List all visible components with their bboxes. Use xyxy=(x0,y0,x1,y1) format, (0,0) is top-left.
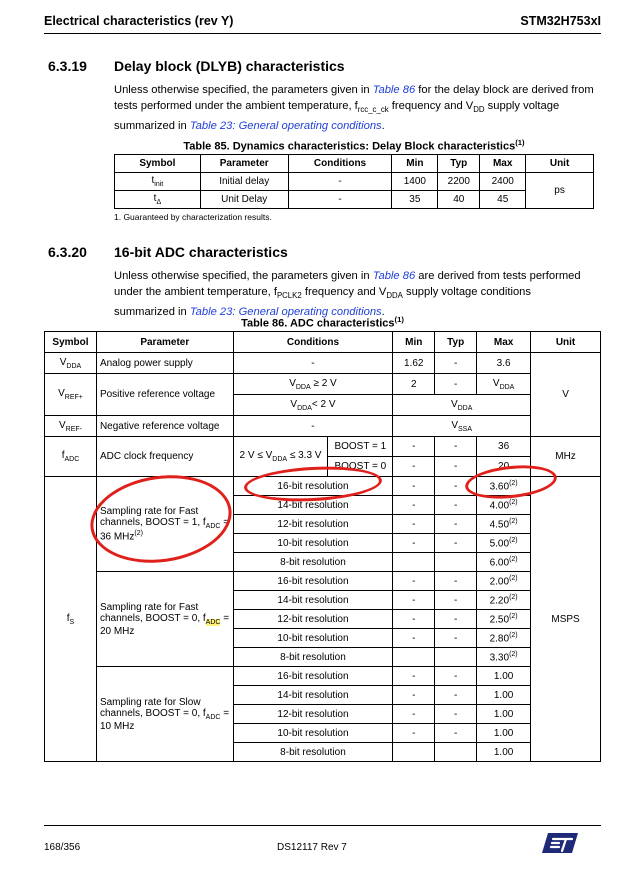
col-header-typ: Typ xyxy=(438,155,480,173)
conditions-cell: 16-bit resolution xyxy=(233,477,393,496)
max-cell: 1.00 xyxy=(477,705,531,724)
st-logo-icon xyxy=(542,831,578,855)
conditions-cell: 10-bit resolution xyxy=(233,629,393,648)
value-cell: $V_{SSA}$ xyxy=(393,416,531,437)
max-cell: 3.6 xyxy=(477,353,531,374)
min-cell: - xyxy=(393,437,435,457)
min-cell: - xyxy=(393,610,435,629)
min-cell: 35 xyxy=(392,191,438,209)
min-cell: - xyxy=(393,572,435,591)
page-number: 168/356 xyxy=(44,842,81,853)
unit-cell: MSPS xyxy=(531,477,601,762)
min-cell: - xyxy=(393,705,435,724)
min-cell: - xyxy=(393,477,435,496)
table-86-link[interactable]: Table 86 xyxy=(372,270,416,282)
parameter-cell: Unit Delay xyxy=(200,191,288,209)
conditions-cell: - xyxy=(233,416,393,437)
conditions-cell: 14-bit resolution xyxy=(233,496,393,515)
col-header-parameter: Parameter xyxy=(96,332,233,353)
conditions-cell: 16-bit resolution xyxy=(233,572,393,591)
max-cell: 1.00 xyxy=(477,743,531,762)
typ-cell: 2200 xyxy=(438,173,480,191)
section-title-delay-block: Delay block (DLYB) characteristics xyxy=(114,58,345,74)
table-85-caption: Table 85. Dynamics characteristics: Delay Block characteristics$^{(1)}$ xyxy=(183,138,525,153)
max-cell: 45 xyxy=(480,191,526,209)
col-header-conditions: Conditions xyxy=(288,155,392,173)
typ-cell: - xyxy=(435,705,477,724)
symbol-cell: $t_\Delta$ xyxy=(115,191,201,209)
table-row xyxy=(45,667,601,686)
unit-cell: MHz xyxy=(531,437,601,477)
conditions-cell: - xyxy=(288,191,392,209)
symbol-cell: $f_{ADC}$ xyxy=(45,437,97,477)
min-cell: - xyxy=(393,629,435,648)
unit-cell: V xyxy=(531,353,601,437)
table-85-footnote: 1. Guaranteed by characterization results. xyxy=(114,212,272,222)
conditions-cell: 12-bit resolution xyxy=(233,515,393,534)
section-intro-paragraph: Unless otherwise specified, the parameters given in Table 86 are derived from tests performed under the ambient temperature, $f_{PCLK2}$ frequency and $V_{DDA}$ supply voltage conditions summarized in Table 23: General operating conditions. xyxy=(114,270,581,319)
table-85 xyxy=(114,154,594,209)
table-row xyxy=(45,572,601,591)
typ-cell: - xyxy=(435,686,477,705)
header-title: Electrical characteristics (rev Y) xyxy=(44,14,234,28)
table-row xyxy=(115,191,594,209)
boost-condition-cell: BOOST = 1 xyxy=(328,437,393,457)
min-cell: - xyxy=(393,534,435,553)
conditions-cell: - xyxy=(288,173,392,191)
max-cell: 36 xyxy=(477,437,531,457)
table-23-link[interactable]: Table 23: General operating conditions xyxy=(189,306,382,319)
document-revision: DS12117 Rev 7 xyxy=(277,842,347,853)
max-cell: 2400 xyxy=(480,173,526,191)
max-cell: 1.00 xyxy=(477,686,531,705)
value-cell: $V_{DDA}$ xyxy=(393,395,531,416)
max-cell: 2.50$^{(2)}$ xyxy=(477,610,531,629)
min-cell: - xyxy=(393,591,435,610)
footer-rule xyxy=(44,825,601,826)
col-header-unit: Unit xyxy=(526,155,594,173)
parameter-cell: Analog power supply xyxy=(96,353,233,374)
min-cell xyxy=(393,553,435,572)
table-23-link[interactable]: Table 23: General operating conditions xyxy=(189,120,382,133)
symbol-cell: $t_{init}$ xyxy=(115,173,201,191)
typ-cell xyxy=(435,743,477,762)
table-row xyxy=(45,353,601,374)
col-header-conditions: Conditions xyxy=(233,332,393,353)
table-row xyxy=(115,173,594,191)
conditions-cell: 12-bit resolution xyxy=(233,705,393,724)
parameter-cell: Sampling rate for Slow channels, BOOST = 0, $f_{ADC} = 10$ MHz xyxy=(96,667,233,762)
max-cell: 5.00$^{(2)}$ xyxy=(477,534,531,553)
typ-cell: 40 xyxy=(438,191,480,209)
conditions-cell: 2 $V \le V_{DDA} \le 3.3$ V xyxy=(233,437,328,477)
typ-cell: - xyxy=(435,457,477,477)
max-cell: 1.00 xyxy=(477,667,531,686)
col-header-min: Min xyxy=(393,332,435,353)
conditions-cell: 10-bit resolution xyxy=(233,724,393,743)
conditions-cell: 14-bit resolution xyxy=(233,591,393,610)
conditions-cell: 8-bit resolution xyxy=(233,553,393,572)
max-cell: 1.00 xyxy=(477,724,531,743)
boost-condition-cell: BOOST = 0 xyxy=(328,457,393,477)
typ-cell: - xyxy=(435,374,477,395)
max-cell: 3.30$^{(2)}$ xyxy=(477,648,531,667)
min-cell xyxy=(393,743,435,762)
highlighted-adc-text: ADC xyxy=(205,618,221,626)
parameter-cell: Initial delay xyxy=(200,173,288,191)
header-part-number: STM32H753xI xyxy=(520,14,601,28)
section-intro-paragraph: Unless otherwise specified, the parameters given in Table 86 for the delay block are derived from tests performed under the ambient temperature, $f_{rcc\_c\_ck}$ frequency and $V_{DD}$ supply voltage summarized in Table 23: General operating conditions. xyxy=(114,84,594,133)
conditions-cell: 10-bit resolution xyxy=(233,534,393,553)
min-cell: - xyxy=(393,667,435,686)
table-row xyxy=(45,416,601,437)
typ-cell: - xyxy=(435,724,477,743)
conditions-cell: 16-bit resolution xyxy=(233,667,393,686)
col-header-max: Max xyxy=(477,332,531,353)
min-cell: - xyxy=(393,457,435,477)
max-cell: 2.80$^{(2)}$ xyxy=(477,629,531,648)
max-cell: 6.00$^{(2)}$ xyxy=(477,553,531,572)
section-title-adc: 16-bit ADC characteristics xyxy=(114,244,288,260)
col-header-unit: Unit xyxy=(531,332,601,353)
min-cell: 1.62 xyxy=(393,353,435,374)
header-rule xyxy=(44,33,601,34)
max-cell: 2.00$^{(2)}$ xyxy=(477,572,531,591)
min-cell xyxy=(393,648,435,667)
max-cell: 3.60$^{(2)}$ xyxy=(477,477,531,496)
table-86-caption: Table 86. ADC characteristics$^{(1)}$ xyxy=(241,315,404,330)
typ-cell: - xyxy=(435,496,477,515)
col-header-symbol: Symbol xyxy=(115,155,201,173)
typ-cell: - xyxy=(435,610,477,629)
typ-cell xyxy=(435,648,477,667)
table-86-link[interactable]: Table 86 xyxy=(372,84,416,96)
symbol-cell: $V_{DDA}$ xyxy=(45,353,97,374)
min-cell: 1400 xyxy=(392,173,438,191)
conditions-cell: 8-bit resolution xyxy=(233,743,393,762)
col-header-min: Min xyxy=(392,155,438,173)
typ-cell: - xyxy=(435,667,477,686)
max-cell: 2.20$^{(2)}$ xyxy=(477,591,531,610)
max-cell: 4.00$^{(2)}$ xyxy=(477,496,531,515)
conditions-cell: - xyxy=(233,353,393,374)
conditions-cell: $V_{DDA}< 2$ V xyxy=(233,395,393,416)
typ-cell: - xyxy=(435,353,477,374)
conditions-cell: 8-bit resolution xyxy=(233,648,393,667)
parameter-cell: Sampling rate for Fast channels, BOOST = 0, $f_{ADC} = 20$ MHz xyxy=(96,572,233,667)
typ-cell: - xyxy=(435,534,477,553)
col-header-max: Max xyxy=(480,155,526,173)
typ-cell xyxy=(435,553,477,572)
parameter-cell: ADC clock frequency xyxy=(96,437,233,477)
typ-cell: - xyxy=(435,591,477,610)
col-header-symbol: Symbol xyxy=(45,332,97,353)
unit-cell: ps xyxy=(526,173,594,209)
typ-cell: - xyxy=(435,437,477,457)
typ-cell: - xyxy=(435,477,477,496)
col-header-typ: Typ xyxy=(435,332,477,353)
min-cell: - xyxy=(393,686,435,705)
min-cell: 2 xyxy=(393,374,435,395)
typ-cell: - xyxy=(435,629,477,648)
parameter-cell: Positive reference voltage xyxy=(96,374,233,416)
conditions-cell: 14-bit resolution xyxy=(233,686,393,705)
typ-cell: - xyxy=(435,572,477,591)
typ-cell: - xyxy=(435,515,477,534)
section-number-6-3-20: 6.3.20 xyxy=(48,244,87,260)
max-cell: 20 xyxy=(477,457,531,477)
symbol-cell: $V_{REF+}$ xyxy=(45,374,97,416)
conditions-cell: $V_{DDA} \ge 2$ V xyxy=(233,374,393,395)
conditions-cell: 12-bit resolution xyxy=(233,610,393,629)
table-row xyxy=(45,374,601,395)
symbol-cell: $f_S$ xyxy=(45,477,97,762)
symbol-cell: $V_{REF-}$ xyxy=(45,416,97,437)
min-cell: - xyxy=(393,496,435,515)
col-header-parameter: Parameter xyxy=(200,155,288,173)
max-cell: 4.50$^{(2)}$ xyxy=(477,515,531,534)
parameter-cell: Negative reference voltage xyxy=(96,416,233,437)
section-number-6-3-19: 6.3.19 xyxy=(48,58,87,74)
max-cell: $V_{DDA}$ xyxy=(477,374,531,395)
parameter-cell: Sampling rate for Fast channels, BOOST = 1, $f_{ADC} = 36$ MHz$^{(2)}$ xyxy=(96,477,233,572)
min-cell: - xyxy=(393,724,435,743)
table-row xyxy=(45,437,601,457)
min-cell: - xyxy=(393,515,435,534)
